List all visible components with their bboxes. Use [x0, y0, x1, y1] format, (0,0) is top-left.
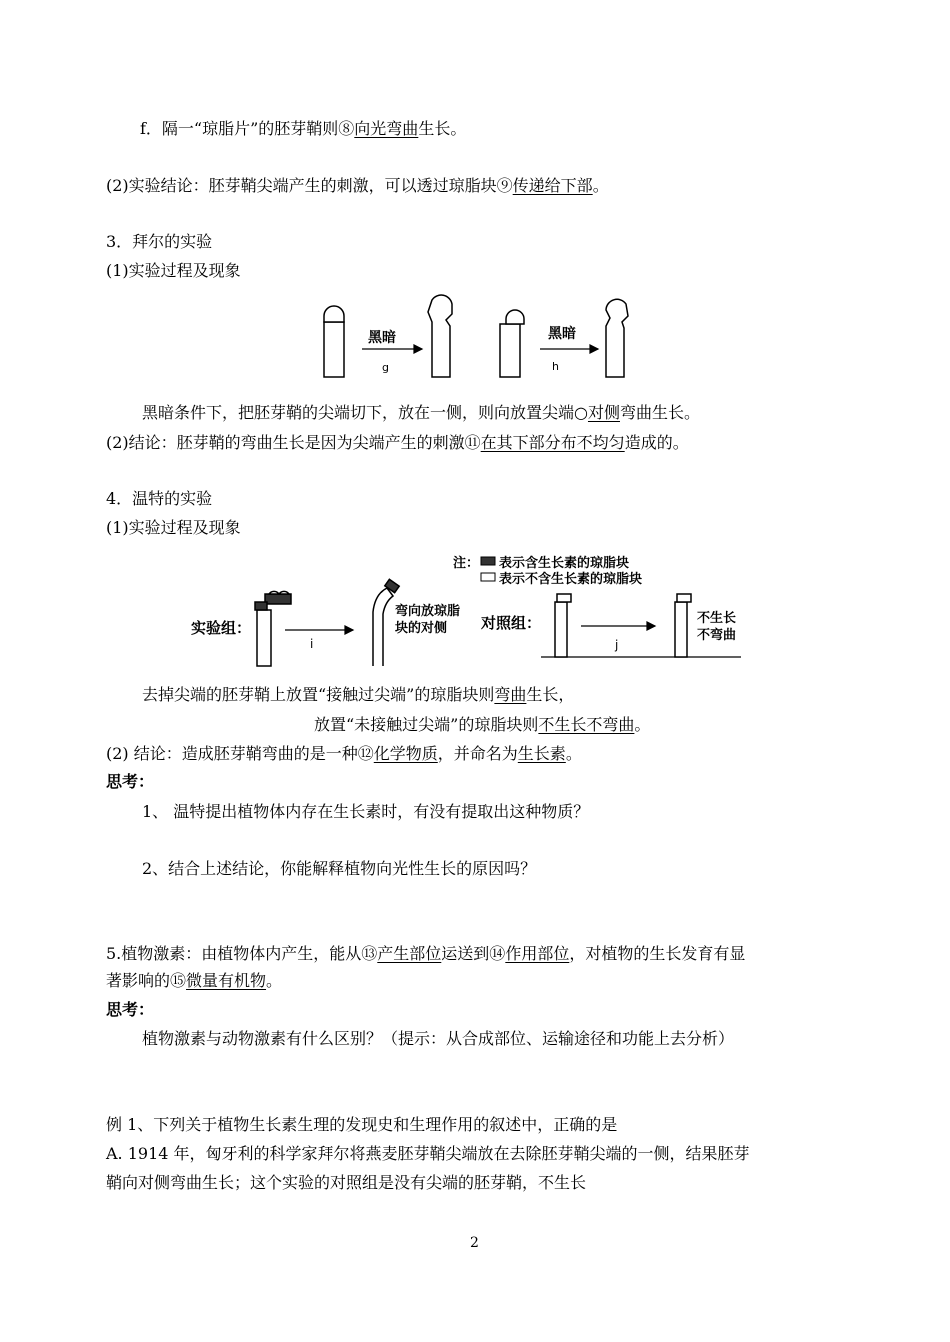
agar-block-with-auxin: [255, 602, 267, 610]
arrow-head: [647, 622, 655, 630]
answer-blank: 向光弯曲: [354, 119, 419, 138]
went-line-2: [314, 714, 650, 736]
example-option-a-line1: A. 1914 年，匈牙利的科学家拜尔将燕麦胚芽鞘尖端放在去除胚芽鞘尖端的一侧，结果胚芽: [106, 1144, 750, 1163]
think-heading: 思考：: [106, 1000, 155, 1019]
legend-box-with-auxin: [481, 557, 495, 565]
arrow-head: [414, 345, 422, 353]
text: 著影响的⑮: [106, 971, 187, 990]
legend-note-prefix: 注：: [453, 556, 480, 571]
coleoptile-stem: [675, 602, 687, 657]
control-group-label: 对照组：: [481, 614, 542, 632]
figure-label-g: g: [382, 361, 389, 374]
text: (2)结论：胚芽鞘的弯曲生长是因为尖端产生的刺激⑪: [106, 433, 481, 452]
coleoptile-stem: [555, 602, 567, 657]
coleoptile-tip: [324, 306, 344, 322]
text: (2)实验结论：胚芽鞘尖端产生的刺激，可以透过琼脂块⑨: [106, 176, 513, 195]
experimental-result-line1: 弯向放琼脂: [395, 604, 461, 619]
think-heading: 思考：: [106, 772, 155, 791]
answer-blank: 不生长不弯曲: [538, 715, 635, 734]
experimental-result-line2: 块的对侧: [395, 621, 448, 636]
answer-blank: 产生部位: [377, 944, 442, 963]
coleoptile-stem: [500, 324, 520, 377]
went-line-1: [142, 684, 574, 706]
conclusion-3: [106, 432, 689, 454]
text: 。: [266, 971, 283, 990]
arrow-label-i: i: [310, 637, 314, 651]
legend-text-without-auxin: 表示不含生长素的琼脂块: [499, 572, 643, 587]
answer-blank: 作用部位: [505, 944, 570, 963]
text: 放置“未接触过尖端”的琼脂块则: [314, 715, 539, 734]
text: 运送到⑭: [441, 944, 506, 963]
coleoptile-tip: [279, 591, 289, 594]
agar-block-without-auxin: [557, 594, 571, 602]
plant-hormone-definition-line2: [106, 970, 282, 992]
answer-blank: 生长素: [517, 744, 566, 763]
think-question: 植物激素与动物激素有什么区别？（提示：从合成部位、运输途径和功能上去分析）: [142, 1029, 735, 1048]
agar-block-with-auxin: [265, 594, 291, 604]
arrow-head: [590, 345, 598, 353]
coleoptile-tip: [269, 591, 279, 594]
figure-label-h: h: [552, 360, 559, 373]
answer-blank: 传递给下部: [512, 176, 593, 195]
text: 生长，: [526, 685, 575, 704]
section-3-title: 3．拜尔的实验: [106, 232, 213, 251]
conclusion-4: [106, 743, 582, 765]
arrow-head: [345, 626, 353, 634]
text: 。: [565, 744, 582, 763]
section-4-subtitle: (1)实验过程及现象: [106, 518, 241, 537]
arrow-label-dark: 黑暗: [368, 330, 396, 346]
text: 。: [592, 176, 609, 195]
figure-went-experiment: [185, 550, 755, 668]
coleoptile-stem: [324, 322, 344, 377]
coleoptile-tip: [506, 310, 524, 324]
conclusion-2: [106, 175, 609, 197]
text: ，并命名为: [437, 744, 518, 763]
think-question-1: 1、 温特提出植物体内存在生长素时，有没有提取出这种物质？: [142, 802, 590, 821]
text: 。: [634, 715, 651, 734]
agar-block-without-auxin: [677, 594, 691, 602]
figure-bayer-experiment: [310, 292, 640, 382]
example-option-a-line2: 鞘向对侧弯曲生长；这个实验的对照组是没有尖端的胚芽鞘，不生长: [106, 1173, 587, 1192]
text: 去掉尖端的胚芽鞘上放置“接触过尖端”的琼脂块则: [142, 685, 495, 704]
text: ，对植物的生长发育有显: [569, 944, 746, 963]
text: (2) 结论：造成胚芽鞘弯曲的是一种⑫: [106, 744, 374, 763]
page-number: 2: [470, 1235, 479, 1251]
bent-coleoptile: [606, 299, 628, 377]
control-result-line2: 不弯曲: [697, 628, 737, 643]
dark-condition-line: [142, 402, 700, 424]
answer-blank: 弯曲: [494, 685, 527, 704]
coleoptile-stem: [257, 610, 271, 666]
experimental-group-label: 实验组：: [191, 619, 252, 637]
answer-blank: 微量有机物: [186, 971, 267, 990]
example-stem: 例 1、下列关于植物生长素生理的发现史和生理作用的叙述中，正确的是: [106, 1115, 618, 1134]
answer-blank: 在其下部分布不均匀: [480, 433, 625, 452]
think-question-2: 2、结合上述结论，你能解释植物向光性生长的原因吗？: [142, 859, 537, 878]
answer-blank: 对侧: [587, 403, 620, 422]
text: 5.植物激素：由植物体内产生，能从⑬: [106, 944, 378, 963]
legend-box-without-auxin: [481, 573, 495, 581]
section-4-title: 4．温特的实验: [106, 489, 213, 508]
text: 生长。: [418, 119, 467, 138]
legend-text-with-auxin: 表示含生长素的琼脂块: [499, 556, 630, 571]
bent-coleoptile: [373, 588, 393, 666]
control-result-line1: 不生长: [697, 611, 737, 626]
section-3-subtitle: (1)实验过程及现象: [106, 261, 241, 280]
bent-coleoptile: [428, 295, 452, 377]
f-line: [140, 118, 466, 140]
text: 黑暗条件下，把胚芽鞘的尖端切下，放在一侧，则向放置尖端○: [142, 403, 588, 422]
arrow-label-j: j: [615, 638, 619, 652]
plant-hormone-definition-line1: [106, 943, 745, 965]
text: f．隔一“琼脂片”的胚芽鞘则⑧: [140, 119, 355, 138]
text: 弯曲生长。: [619, 403, 700, 422]
text: 造成的。: [624, 433, 689, 452]
answer-blank: 化学物质: [373, 744, 438, 763]
arrow-label-dark: 黑暗: [548, 326, 576, 342]
